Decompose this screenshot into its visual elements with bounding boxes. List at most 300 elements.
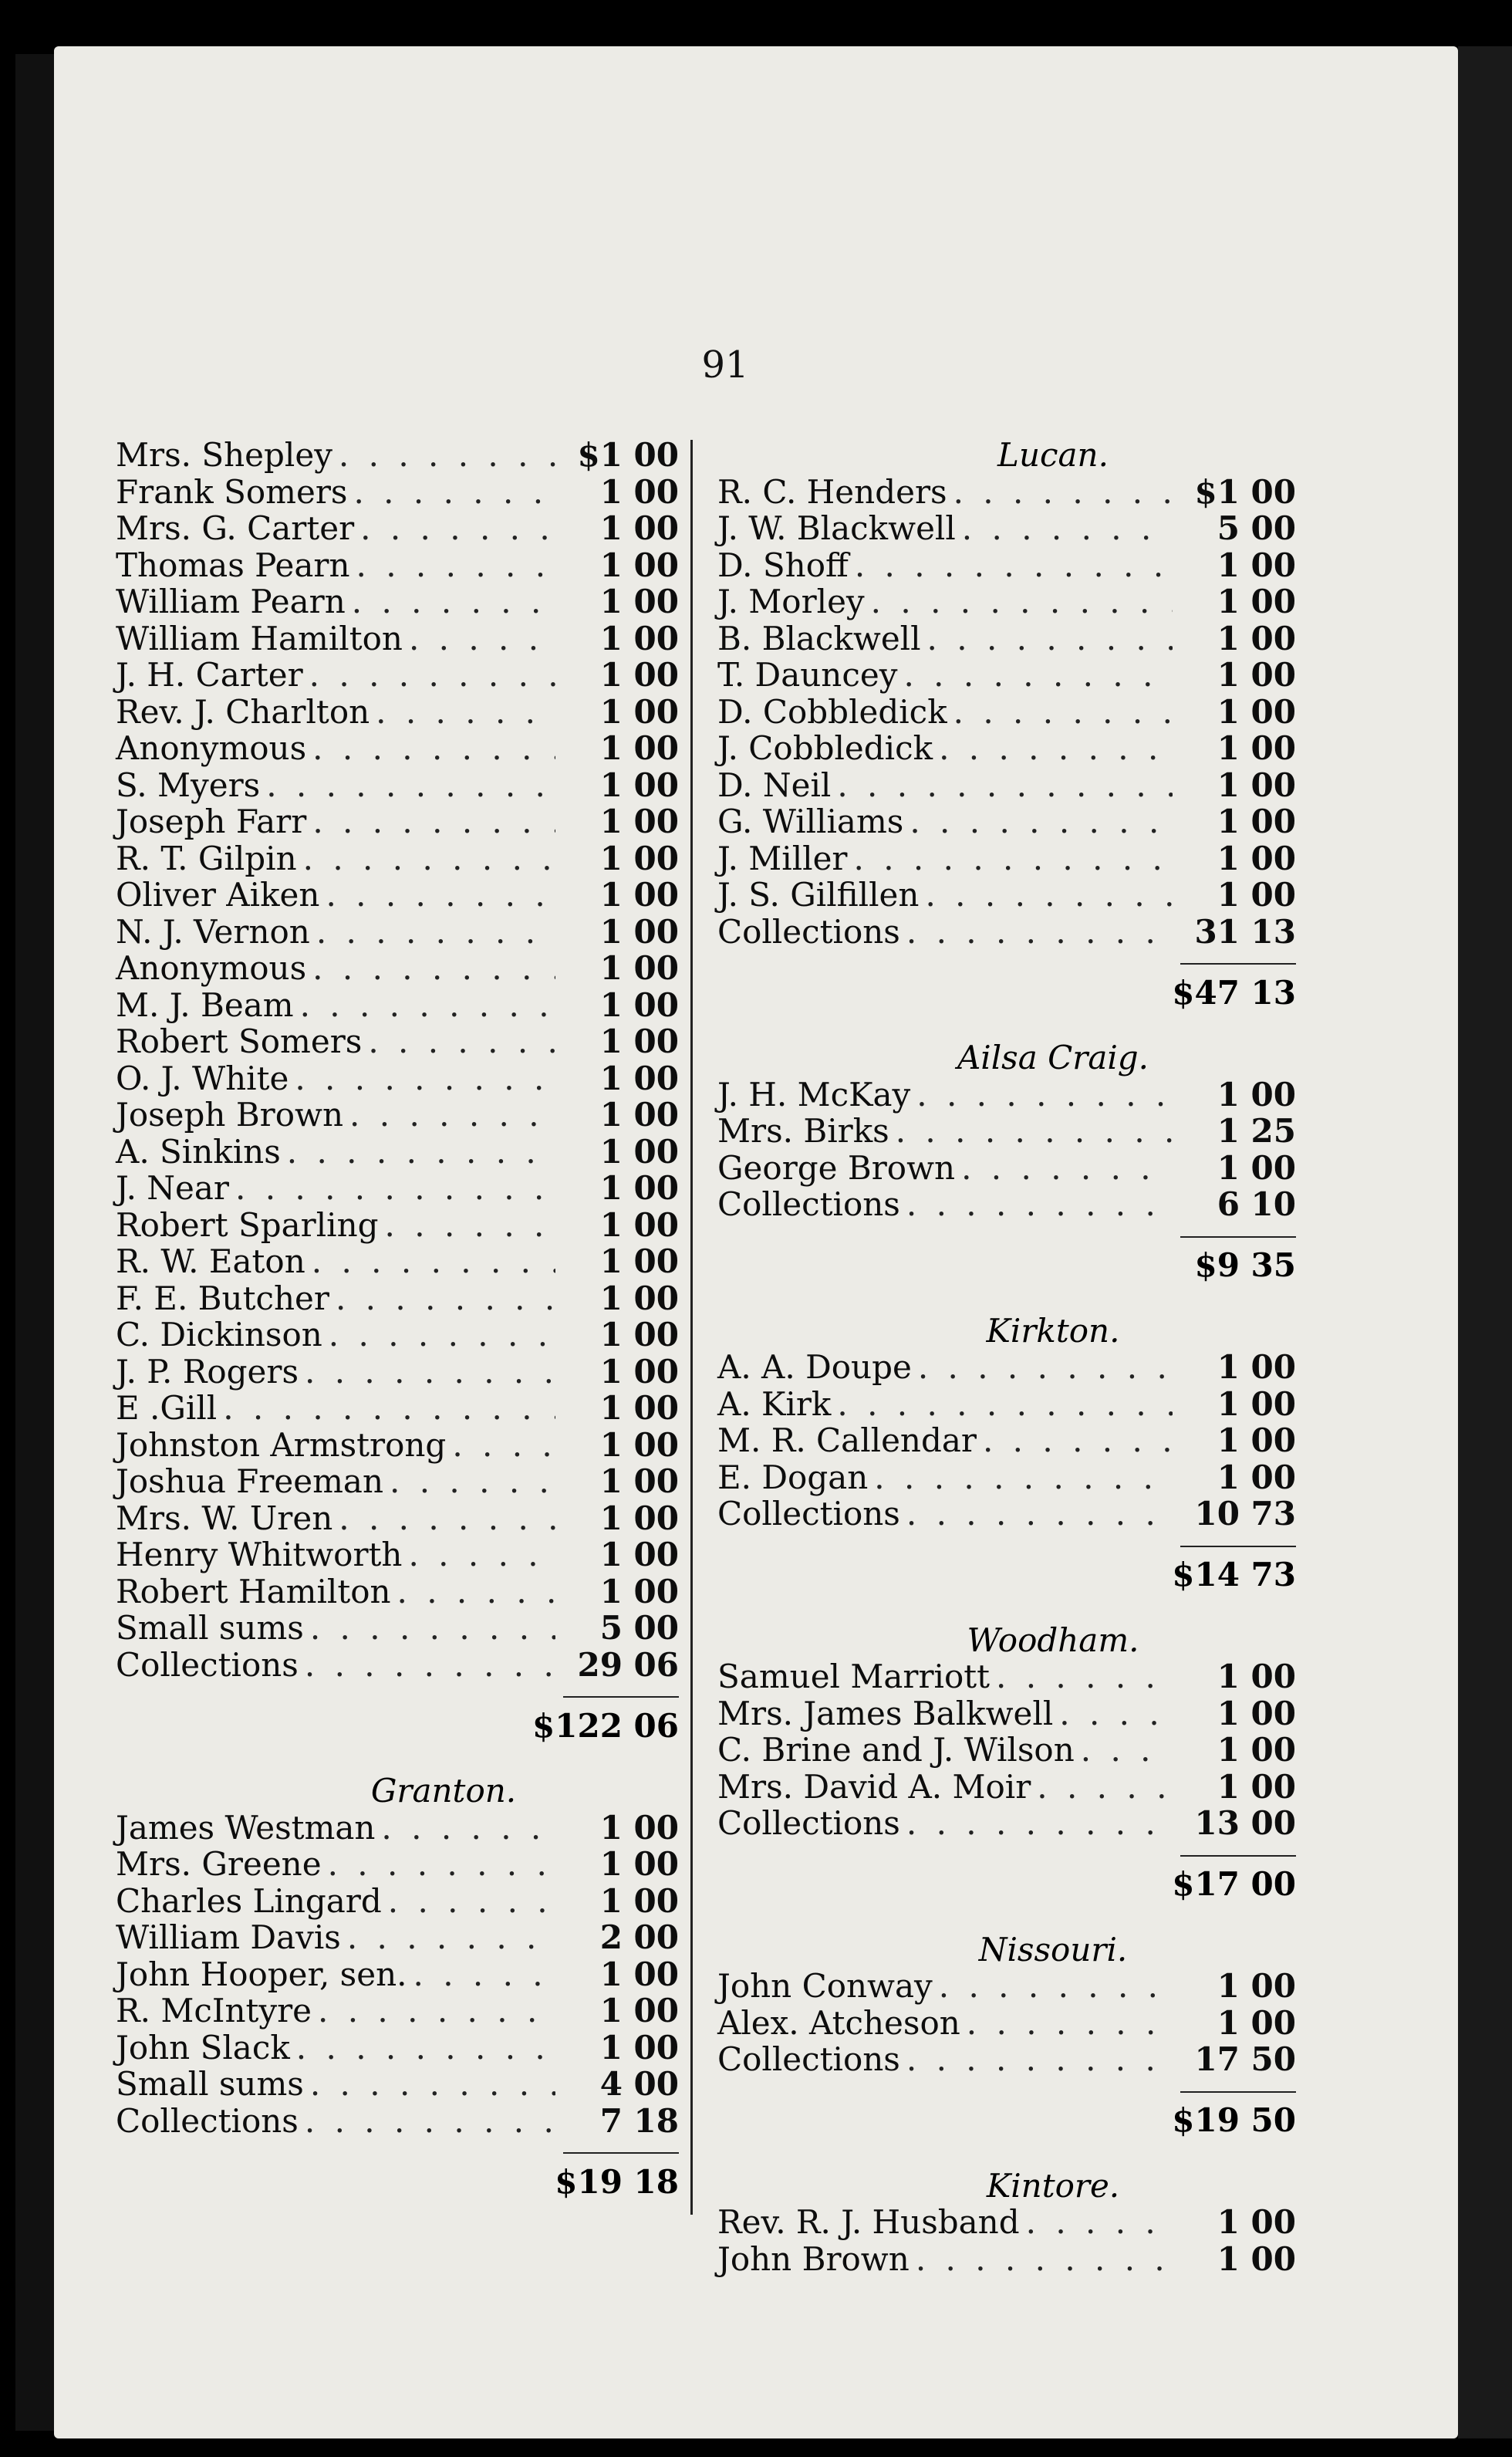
leader-dots	[977, 1421, 1173, 1459]
leader-dots	[354, 509, 555, 547]
leader-dots	[382, 1882, 555, 1920]
leader-dots	[312, 1992, 555, 2029]
contribution-amount: 1 00	[599, 1096, 679, 1134]
contributor-name: John Slack	[116, 2028, 290, 2067]
contribution-amount: 1 00	[599, 546, 679, 584]
leader-dots	[903, 803, 1173, 840]
contribution-amount: 1 00	[1217, 876, 1296, 914]
list-item	[116, 1353, 679, 1390]
list-item	[116, 1955, 679, 1992]
contribution-amount: 13 00	[1194, 1804, 1296, 1842]
list-item	[717, 656, 1296, 693]
list-item	[717, 1658, 1296, 1695]
list-item	[717, 1421, 1296, 1458]
contributor-name: E .Gill	[116, 1389, 218, 1427]
contribution-amount: 1 00	[599, 1242, 679, 1280]
contribution-amount: 1 00	[599, 1279, 679, 1317]
leader-dots	[346, 583, 555, 620]
leader-dots	[889, 1112, 1173, 1150]
group-gap	[717, 1016, 1296, 1039]
contributor-name: D. Neil	[717, 765, 832, 804]
contributor-name: Collections	[717, 2040, 900, 2078]
total-rule	[563, 1696, 679, 1698]
list-item	[116, 693, 679, 730]
list-item	[116, 1536, 679, 1573]
contribution-amount: 1 25	[1217, 1112, 1296, 1150]
contribution-amount: 1 00	[599, 803, 679, 840]
contribution-amount: 1 00	[599, 1389, 679, 1427]
contribution-amount: 5 00	[599, 1609, 679, 1647]
contribution-amount: 1 00	[599, 729, 679, 767]
leader-dots	[407, 1955, 556, 1993]
leader-dots	[322, 1316, 555, 1354]
list-item	[116, 436, 679, 473]
list-item	[116, 913, 679, 950]
list-item	[717, 1731, 1296, 1768]
list-item	[717, 2040, 1296, 2077]
list-item	[116, 1316, 679, 1353]
contribution-amount: 7 18	[599, 2101, 679, 2140]
section-total: $19 50	[1172, 2101, 1296, 2139]
page	[54, 46, 1458, 2438]
contribution-amount: 10 73	[1194, 1495, 1296, 1533]
leader-dots	[306, 803, 555, 840]
contribution-amount: 1 00	[599, 1316, 679, 1354]
page-number: 91	[701, 343, 749, 387]
section-heading: Granton.	[370, 1772, 517, 1810]
section-heading: Lucan.	[997, 436, 1109, 474]
contribution-amount: 1 00	[599, 1572, 679, 1610]
leader-dots	[956, 509, 1173, 547]
list-item	[717, 913, 1296, 950]
contribution-amount: 1 00	[1217, 692, 1296, 731]
contributor-name: O. J. White	[116, 1059, 289, 1097]
total-rule	[563, 2152, 679, 2154]
list-item	[116, 1882, 679, 1919]
contribution-amount: 29 06	[577, 1645, 679, 1684]
contributor-name: Samuel Marriott	[717, 1658, 991, 1695]
contribution-amount: 6 10	[1217, 1185, 1296, 1223]
contribution-amount: 1 00	[1217, 803, 1296, 840]
contributor-name: Robert Somers	[116, 1022, 363, 1060]
contribution-amount: 17 50	[1194, 2040, 1296, 2078]
leader-dots	[391, 1573, 555, 1610]
contributor-name: Anonymous	[116, 949, 307, 987]
contribution-amount: 1 00	[599, 765, 679, 804]
list-item	[116, 620, 679, 657]
leader-dots	[306, 949, 555, 987]
leader-dots	[910, 1076, 1173, 1114]
list-item	[717, 1458, 1296, 1495]
contributor-name: Rev. R. J. Husband	[717, 2203, 1020, 2241]
contributor-name: Collections	[717, 1495, 900, 1533]
contribution-amount: 1 00	[599, 1955, 679, 1993]
contribution-amount: 1 00	[599, 1132, 679, 1171]
contributor-name: James Westman	[116, 1808, 376, 1847]
leader-dots	[960, 2004, 1173, 2042]
contribution-amount: 1 00	[599, 949, 679, 987]
total-rule	[1180, 1855, 1296, 1857]
list-item	[717, 1149, 1296, 1186]
leader-dots	[375, 1809, 555, 1847]
leader-dots	[294, 986, 555, 1024]
leader-dots	[299, 1353, 555, 1391]
contributor-name: Joseph Brown	[116, 1096, 344, 1134]
leader-dots	[319, 876, 555, 914]
list-item	[116, 949, 679, 986]
list-item	[717, 693, 1296, 730]
contributor-name: Joshua Freeman	[116, 1462, 384, 1500]
contribution-amount: $1 00	[577, 436, 679, 474]
contribution-amount: 1 00	[599, 1845, 679, 1883]
list-item	[717, 803, 1296, 840]
contributor-name: William Hamilton	[116, 619, 403, 657]
contributor-name: Oliver Aiken	[116, 876, 320, 914]
contributor-name: Robert Hamilton	[116, 1572, 391, 1610]
list-item	[717, 546, 1296, 583]
contributor-name: E. Dogan	[717, 1458, 869, 1496]
contributor-name: Frank Somers	[116, 472, 348, 511]
list-item	[116, 729, 679, 766]
contributor-name: G. Williams	[717, 803, 904, 840]
contribution-amount: 1 00	[599, 912, 679, 951]
list-item	[116, 1022, 679, 1060]
contributor-name: Rev. J. Charlton	[116, 692, 370, 731]
leader-dots	[370, 693, 555, 731]
contributor-name: T. Dauncey	[717, 656, 898, 694]
list-item	[116, 1646, 679, 1683]
contributor-name: Joseph Farr	[116, 803, 307, 840]
contribution-amount: 1 00	[599, 985, 679, 1024]
leader-dots	[304, 1609, 555, 1647]
contributor-name: Alex. Atcheson	[717, 2003, 960, 2042]
left-column	[116, 436, 679, 2205]
leader-dots	[322, 1845, 555, 1883]
list-item	[717, 1076, 1296, 1113]
contributor-name: J. Morley	[717, 583, 865, 620]
list-item	[116, 2065, 679, 2102]
leader-dots	[921, 620, 1173, 657]
contribution-amount: 1 00	[599, 583, 679, 620]
list-item	[116, 509, 679, 546]
leader-dots	[403, 620, 555, 657]
section-total: $19 18	[555, 2162, 679, 2201]
contributor-name: Charles Lingard	[116, 1881, 382, 1920]
leader-dots	[865, 583, 1173, 620]
leader-dots	[379, 1206, 555, 1244]
contributor-name: Anonymous	[116, 729, 307, 767]
leader-dots	[900, 913, 1173, 951]
leader-dots	[306, 729, 555, 767]
section-total: $47 13	[1172, 973, 1296, 1012]
contributor-name: A. Sinkins	[116, 1132, 281, 1171]
column-divider	[690, 440, 693, 2215]
contributor-name: Henry Whitworth	[116, 1536, 403, 1573]
leader-dots	[868, 1458, 1173, 1496]
contribution-amount: 1 00	[1217, 1148, 1296, 1187]
list-item	[116, 1096, 679, 1133]
page-edge	[1458, 46, 1512, 2438]
leader-dots	[910, 2240, 1173, 2278]
contribution-amount: 1 00	[1217, 729, 1296, 767]
contribution-amount: 5 00	[1217, 509, 1296, 547]
list-item	[717, 840, 1296, 877]
leader-dots	[446, 1426, 555, 1464]
contribution-amount: 1 00	[599, 1059, 679, 1097]
contribution-amount: 1 00	[599, 1536, 679, 1573]
list-item	[116, 1426, 679, 1463]
leader-dots	[289, 1060, 555, 1097]
contributor-name: Mrs. G. Carter	[116, 509, 355, 547]
leader-dots	[919, 876, 1173, 914]
contributor-name: J. Cobbledick	[717, 729, 933, 767]
section-heading: Kintore.	[986, 2166, 1120, 2205]
section-heading: Woodham.	[967, 1621, 1139, 1659]
list-item	[116, 766, 679, 803]
contribution-amount: 1 00	[1217, 583, 1296, 620]
list-item	[116, 656, 679, 693]
leader-dots	[402, 1536, 555, 1573]
group-gap	[717, 1598, 1296, 1621]
contribution-amount: 1 00	[599, 2028, 679, 2067]
list-item	[717, 1967, 1296, 2004]
contribution-amount: 1 00	[599, 1881, 679, 1920]
contribution-amount: 1 00	[1217, 2239, 1296, 2278]
contributor-name: J. P. Rogers	[116, 1352, 299, 1391]
section-heading: Nissouri.	[978, 1930, 1128, 1969]
contribution-amount: 1 00	[1217, 1348, 1296, 1386]
contribution-amount: 1 00	[1217, 1458, 1296, 1496]
group-gap	[116, 1749, 679, 1772]
list-item	[116, 1060, 679, 1097]
list-item	[116, 1845, 679, 1882]
contribution-amount: 1 00	[599, 509, 679, 547]
right-column	[717, 436, 1296, 2276]
section-heading: Kirkton.	[986, 1311, 1120, 1350]
leader-dots	[933, 729, 1173, 767]
contributor-name: A. A. Doupe	[717, 1348, 912, 1386]
leader-dots	[299, 1646, 555, 1684]
list-item	[717, 876, 1296, 913]
contributor-name: Mrs. David A. Moir	[717, 1767, 1031, 1806]
contributor-name: D. Cobbledick	[717, 692, 947, 731]
contributor-name: Thomas Pearn	[116, 546, 350, 584]
contributor-name: Mrs. Greene	[116, 1845, 322, 1883]
contributor-name: Mrs. W. Uren	[116, 1499, 333, 1537]
contributor-name: J. Near	[116, 1169, 229, 1207]
leader-dots	[831, 766, 1173, 804]
list-item	[717, 1348, 1296, 1385]
contribution-amount: 1 00	[1217, 1384, 1296, 1423]
list-item	[717, 509, 1296, 546]
contribution-amount: 1 00	[1217, 1731, 1296, 1769]
contribution-amount: 1 00	[599, 692, 679, 731]
total-rule	[1180, 1546, 1296, 1547]
contribution-amount: 31 13	[1194, 912, 1296, 951]
section-total: $9 35	[1194, 1246, 1296, 1284]
contribution-amount: 1 00	[599, 1352, 679, 1391]
section-total: $122 06	[532, 1706, 679, 1745]
list-item	[116, 876, 679, 913]
contributor-name: John Conway	[717, 1967, 933, 2005]
list-item	[116, 1499, 679, 1536]
list-item	[116, 803, 679, 840]
leader-dots	[900, 2040, 1173, 2078]
contributor-name: Collections	[116, 1645, 299, 1684]
leader-dots	[990, 1658, 1173, 1695]
section-total: $17 00	[1172, 1865, 1296, 1903]
leader-dots	[350, 546, 555, 584]
list-item	[116, 1389, 679, 1426]
leader-dots	[290, 2029, 555, 2067]
leader-dots	[310, 913, 555, 951]
list-item	[717, 1804, 1296, 1841]
contribution-amount: 1 00	[599, 656, 679, 694]
contributor-name: Robert Sparling	[116, 1205, 379, 1244]
leader-dots	[217, 1389, 555, 1427]
contributor-name: J. H. McKay	[717, 1075, 911, 1114]
contributor-name: J. S. Gilfillen	[717, 876, 920, 914]
leader-dots	[947, 473, 1173, 511]
leader-dots	[900, 1804, 1173, 1842]
contributor-name: B. Blackwell	[717, 619, 921, 657]
list-item	[116, 546, 679, 583]
contributor-name: R. W. Eaton	[116, 1242, 305, 1280]
list-item	[116, 473, 679, 510]
leader-dots	[229, 1169, 555, 1207]
contribution-amount: $1 00	[1194, 472, 1296, 511]
leader-dots	[297, 840, 555, 877]
contribution-amount: 1 00	[1217, 1767, 1296, 1806]
contributor-name: John Brown	[717, 2239, 910, 2278]
list-item	[717, 620, 1296, 657]
leader-dots	[955, 1149, 1173, 1187]
contributor-name: C. Dickinson	[116, 1316, 322, 1354]
leader-dots	[304, 2065, 555, 2103]
leader-dots	[933, 1967, 1173, 2005]
contributor-name: C. Brine and J. Wilson	[717, 1731, 1075, 1769]
contribution-amount: 1 00	[1217, 1967, 1296, 2005]
contributor-name: John Hooper, sen.	[116, 1955, 407, 1993]
contribution-amount: 1 00	[1217, 1694, 1296, 1732]
contribution-amount: 1 00	[1217, 2003, 1296, 2042]
contributor-name: Mrs. Shepley	[116, 436, 332, 474]
list-item	[116, 583, 679, 620]
leader-dots	[900, 1495, 1173, 1533]
leader-dots	[383, 1462, 555, 1500]
contribution-amount: 1 00	[1217, 839, 1296, 877]
leader-dots	[947, 693, 1173, 731]
contribution-amount: 1 00	[599, 1808, 679, 1847]
contribution-amount: 1 00	[1217, 1658, 1296, 1695]
contribution-amount: 1 00	[1217, 656, 1296, 694]
contribution-amount: 1 00	[599, 839, 679, 877]
contributor-name: N. J. Vernon	[116, 912, 310, 951]
list-item	[116, 1609, 679, 1646]
group-gap	[717, 1289, 1296, 1312]
leader-dots	[912, 1348, 1173, 1386]
list-item	[116, 1462, 679, 1499]
contributor-name: R. McIntyre	[116, 1992, 312, 2029]
contributor-name: William Pearn	[116, 583, 346, 620]
section-heading: Ailsa Craig.	[957, 1039, 1149, 1076]
contributor-name: R. C. Henders	[717, 472, 947, 511]
contribution-amount: 1 00	[1217, 1421, 1296, 1459]
page-binding	[15, 54, 58, 2431]
list-item	[116, 2102, 679, 2139]
list-item	[717, 729, 1296, 766]
leader-dots	[332, 436, 555, 474]
contribution-amount: 2 00	[599, 1918, 679, 1956]
list-item	[116, 1918, 679, 1955]
leader-dots	[831, 1385, 1173, 1423]
list-item	[717, 1768, 1296, 1805]
contribution-amount: 1 00	[599, 1992, 679, 2029]
list-item	[116, 1242, 679, 1279]
contributor-name: J. H. Carter	[116, 656, 303, 694]
list-item	[717, 2004, 1296, 2041]
contribution-amount: 1 00	[599, 1205, 679, 1244]
total-rule	[1180, 2091, 1296, 2093]
contribution-amount: 1 00	[1217, 619, 1296, 657]
leader-dots	[343, 1096, 555, 1134]
contributor-name: A. Kirk	[717, 1384, 832, 1423]
contribution-amount: 1 00	[599, 619, 679, 657]
list-item	[116, 1206, 679, 1243]
contributor-name: Collections	[116, 2101, 299, 2140]
contribution-amount: 1 00	[599, 1499, 679, 1537]
leader-dots	[332, 1499, 555, 1537]
contributor-name: Mrs. James Balkwell	[717, 1694, 1054, 1732]
leader-dots	[897, 656, 1173, 694]
list-item	[116, 1279, 679, 1316]
list-item	[717, 473, 1296, 510]
group-gap	[717, 1908, 1296, 1931]
contributor-name: J. W. Blackwell	[717, 509, 956, 547]
leader-dots	[303, 656, 555, 694]
leader-dots	[1075, 1731, 1173, 1769]
contributor-name: D. Shoff	[717, 546, 849, 584]
total-rule	[1180, 963, 1296, 965]
list-item	[717, 1385, 1296, 1422]
group-gap	[717, 2144, 1296, 2167]
list-item	[717, 766, 1296, 803]
contributor-name: Collections	[717, 912, 900, 951]
leader-dots	[1020, 2203, 1173, 2241]
leader-dots	[281, 1133, 555, 1171]
list-item	[717, 1112, 1296, 1149]
contribution-amount: 1 00	[599, 1169, 679, 1207]
contribution-amount: 1 00	[1217, 2203, 1296, 2241]
contribution-amount: 4 00	[599, 2065, 679, 2103]
contributor-name: Johnston Armstrong	[116, 1425, 447, 1464]
leader-dots	[305, 1242, 555, 1280]
list-item	[717, 2203, 1296, 2240]
contributor-name: George Brown	[717, 1148, 956, 1187]
contributor-name: S. Myers	[116, 765, 261, 804]
list-item	[116, 986, 679, 1023]
contributor-name: William Davis	[116, 1918, 341, 1956]
leader-dots	[347, 473, 555, 511]
contribution-amount: 1 00	[599, 876, 679, 914]
list-item	[116, 840, 679, 877]
leader-dots	[362, 1022, 555, 1060]
leader-dots	[329, 1279, 555, 1317]
contribution-amount: 1 00	[599, 472, 679, 511]
contribution-amount: 1 00	[1217, 765, 1296, 804]
leader-dots	[299, 2102, 555, 2140]
leader-dots	[1053, 1695, 1173, 1732]
